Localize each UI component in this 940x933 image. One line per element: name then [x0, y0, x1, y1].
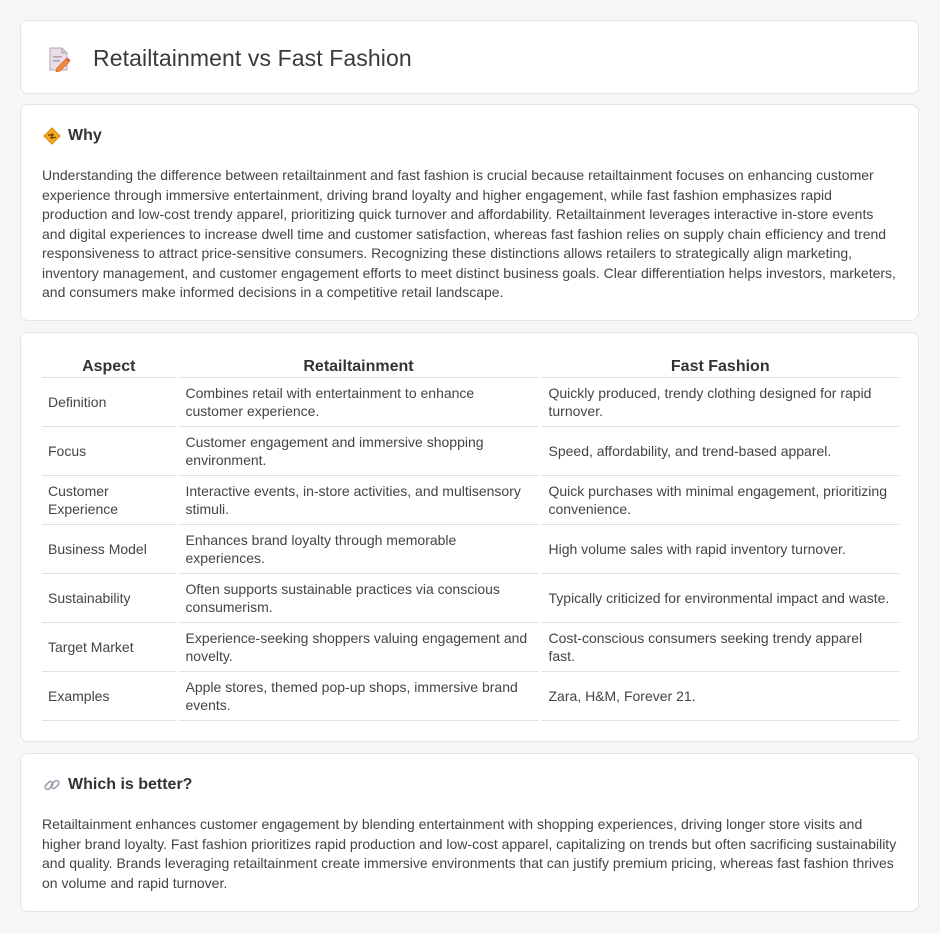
comparison-table [42, 353, 899, 721]
aspect-cell: Definition [42, 377, 177, 426]
retailtainment-cell: Often supports sustainable practices via conscious consumerism. [177, 573, 540, 622]
fast-fashion-cell: Typically criticized for environmental impact and waste. [540, 573, 899, 622]
why-card [20, 104, 919, 321]
why-heading-row [43, 127, 102, 145]
page-title: Retailtainment vs Fast Fashion [93, 45, 412, 71]
table-row [42, 524, 899, 573]
header-card [20, 20, 919, 94]
fast-fashion-cell: Zara, H&M, Forever 21. [540, 671, 899, 720]
table-row [42, 426, 899, 475]
diamond-sign-icon [43, 127, 61, 145]
aspect-cell: Examples [42, 671, 177, 720]
header-retailtainment: Retailtainment [177, 353, 540, 377]
fast-fashion-cell: Quickly produced, trendy clothing designed for rapid turnover. [540, 377, 899, 426]
document-pencil-icon [47, 46, 71, 72]
why-heading: Why [68, 127, 102, 144]
table-row [42, 622, 899, 671]
aspect-cell: Sustainability [42, 573, 177, 622]
table-row [42, 377, 899, 426]
comparison-table-card [20, 332, 919, 742]
retailtainment-cell: Apple stores, themed pop-up shops, immersive brand events. [177, 671, 540, 720]
better-heading-row [43, 776, 192, 794]
fast-fashion-cell: Quick purchases with minimal engagement, prioritizing convenience. [540, 475, 899, 524]
link-icon [43, 776, 61, 794]
table-row [42, 573, 899, 622]
retailtainment-cell: Customer engagement and immersive shopping environment. [177, 426, 540, 475]
which-is-better-card [20, 753, 919, 912]
better-text: Retailtainment enhances customer engagement by blending entertainment with shopping experiences, driving longer store visits and higher brand loyalty. Fast fashion prioritizes rapid production and low-cost apparel, capitalizing on trends but often sacrificing sustainability and quality. Brands leveraging retailtainment create immersive environments that can justify premium pricing, whereas fast fashion thrives on volume and rapid turnover. [42, 816, 897, 891]
table-row [42, 475, 899, 524]
header-fast-fashion: Fast Fashion [540, 353, 899, 377]
why-text: Understanding the difference between retailtainment and fast fashion is crucial because retailtainment focuses on enhancing customer experience through immersive entertainment, driving brand loyalty and higher engagement, while fast fashion emphasizes rapid production and low-cost trendy apparel, prioritizing quick turnover and affordability. Retailtainment leverages interactive in-store events and digital experiences to increase dwell time and customer satisfaction, whereas fast fashion relies on supply chain efficiency and trend responsiveness to attract price-sensitive consumers. Recognizing these distinctions allows retailers to strategically align marketing, inventory management, and customer engagement efforts to meet distinct business goals. Clear differentiation helps investors, marketers, and consumers make informed decisions in a competitive retail landscape. [42, 167, 896, 300]
fast-fashion-cell: Cost-conscious consumers seeking trendy apparel fast. [540, 622, 899, 671]
better-heading: Which is better? [68, 776, 193, 793]
table-row [42, 671, 899, 720]
aspect-cell: Business Model [42, 524, 177, 573]
aspect-cell: Customer Experience [42, 475, 177, 524]
fast-fashion-cell: High volume sales with rapid inventory turnover. [540, 524, 899, 573]
aspect-cell: Target Market [42, 622, 177, 671]
aspect-cell: Focus [42, 426, 177, 475]
retailtainment-cell: Experience-seeking shoppers valuing engagement and novelty. [177, 622, 540, 671]
retailtainment-cell: Combines retail with entertainment to enhance customer experience. [177, 377, 540, 426]
fast-fashion-cell: Speed, affordability, and trend-based apparel. [540, 426, 899, 475]
table-header-row [42, 353, 899, 377]
header-aspect: Aspect [42, 353, 177, 377]
retailtainment-cell: Interactive events, in-store activities, and multisensory stimuli. [177, 475, 540, 524]
retailtainment-cell: Enhances brand loyalty through memorable experiences. [177, 524, 540, 573]
title-row [47, 45, 412, 72]
